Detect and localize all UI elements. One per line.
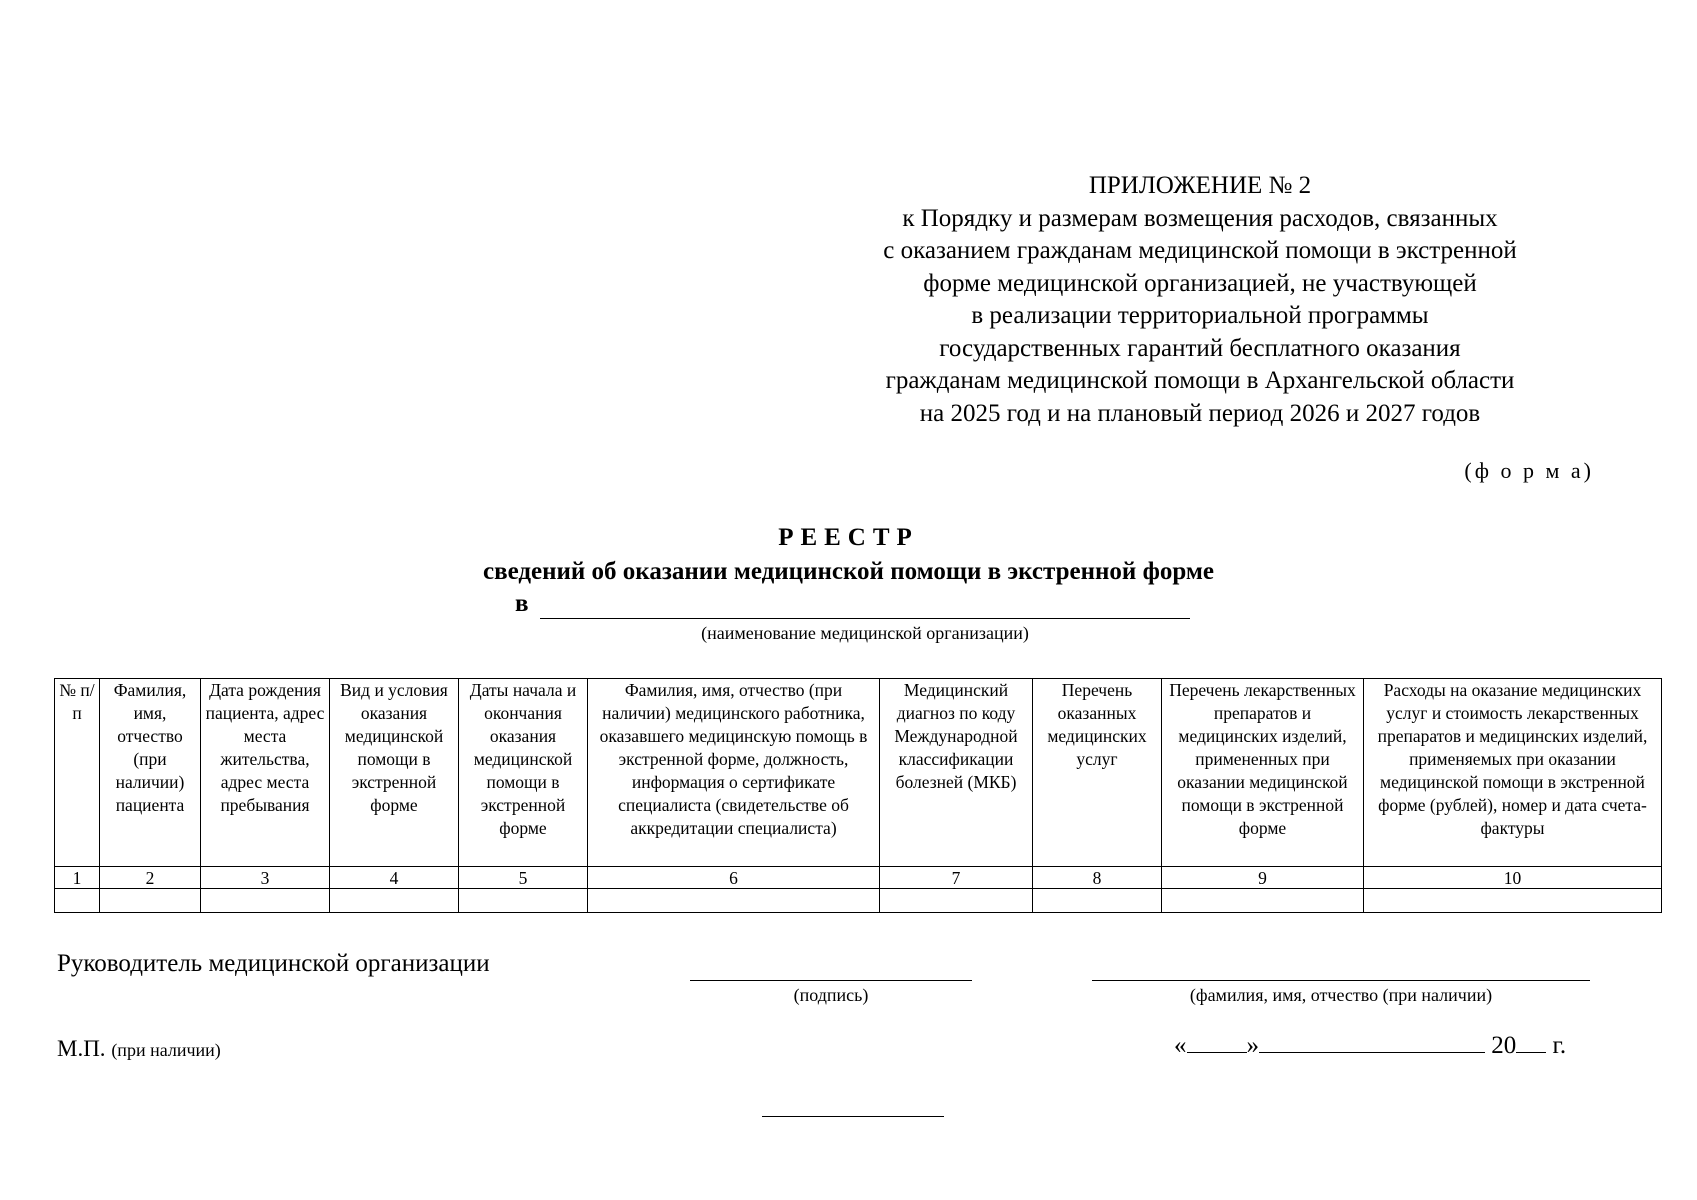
appendix-line: ПРИЛОЖЕНИЕ № 2: [1088, 172, 1312, 199]
appendix-line: в реализации территориальной программы: [971, 302, 1429, 329]
column-number-row: [55, 867, 1662, 889]
column-number: 6: [588, 867, 880, 889]
day-field[interactable]: [1187, 1032, 1247, 1053]
signature-field[interactable]: [690, 980, 972, 981]
column-number: 4: [330, 867, 459, 889]
form-label: (ф о р м а): [1464, 458, 1594, 483]
column-number: 8: [1033, 867, 1162, 889]
table-header-row: [55, 679, 1662, 867]
appendix-line: государственных гарантий бесплатного оказания: [939, 334, 1461, 362]
column-number: 5: [459, 867, 588, 889]
appendix-line: к Порядку и размерам возмещения расходов, связанных: [902, 204, 1498, 232]
org-prefix: в: [515, 590, 529, 617]
stamp-text: М.П.: [57, 1036, 106, 1061]
org-name-field[interactable]: [540, 618, 1190, 619]
column-number: 7: [880, 867, 1033, 889]
column-header: Перечень лекарственных препаратов и медицинских изделий, примененных при оказании медицинской помощи в экстренной форме: [1162, 679, 1364, 867]
column-header: Даты начала и окончания оказания медицинской помощи в экстренной форме: [459, 679, 588, 867]
column-header: Вид и условия оказания медицинской помощи в экстренной форме: [330, 679, 459, 867]
bottom-divider: [762, 1116, 944, 1117]
appendix-line: с оказанием гражданам медицинской помощи в экстренной: [883, 237, 1517, 264]
year-prefix: 20: [1491, 1032, 1517, 1059]
appendix-line: форме медицинской организацией, не участвующей: [923, 269, 1477, 297]
full-name-caption: (фамилия, имя, отчество (при наличии): [1189, 985, 1493, 1005]
column-number: 9: [1162, 867, 1364, 889]
signature-caption: (подпись): [793, 985, 869, 1005]
column-header: Перечень оказанных медицинских услуг: [1033, 679, 1162, 867]
table-cell[interactable]: [1033, 889, 1162, 913]
appendix-header: [820, 170, 1580, 430]
table-row: [55, 889, 1662, 913]
column-number: 10: [1364, 867, 1662, 889]
table-cell[interactable]: [100, 889, 201, 913]
table-cell[interactable]: [880, 889, 1033, 913]
column-number: 3: [201, 867, 330, 889]
registry-subtitle: сведений об оказании медицинской помощи в экстренной форме: [482, 558, 1215, 585]
registry-title: РЕЕСТР: [778, 524, 919, 551]
full-name-field[interactable]: [1092, 980, 1590, 981]
year-suffix: г.: [1552, 1032, 1567, 1059]
table-cell[interactable]: [201, 889, 330, 913]
year-field[interactable]: [1516, 1032, 1546, 1053]
table-cell[interactable]: [1162, 889, 1364, 913]
date-field: [1174, 1032, 1566, 1060]
column-header: Медицинский диагноз по коду Международной классификации болезней (МКБ): [880, 679, 1033, 867]
table-cell[interactable]: [459, 889, 588, 913]
head-label: Руководитель медицинской организации: [57, 950, 490, 977]
column-number: 2: [100, 867, 201, 889]
date-open-quote: «: [1174, 1032, 1187, 1059]
column-header: Фамилия, имя, отчество (при наличии) медицинского работника, оказавшего медицинскую помощь в экстренной форме, должность, информация о сертификате специалиста (свидетельстве об аккредитации специалиста): [588, 679, 880, 867]
table-cell[interactable]: [330, 889, 459, 913]
stamp-label: [57, 1036, 221, 1062]
table-cell[interactable]: [55, 889, 100, 913]
column-header: Расходы на оказание медицинских услуг и стоимость лекарственных препаратов и медицинских изделий, применяемых при оказании медицинской помощи в экстренной форме (рублей), номер и дата счета-фактуры: [1364, 679, 1662, 867]
table-cell[interactable]: [588, 889, 880, 913]
appendix-line: на 2025 год и на плановый период 2026 и 2027 годов: [919, 399, 1481, 427]
appendix-line: гражданам медицинской помощи в Архангельской области: [885, 367, 1515, 394]
stamp-note: (при наличии): [111, 1040, 221, 1060]
table-cell[interactable]: [1364, 889, 1662, 913]
registry-table: [54, 678, 1662, 913]
month-field[interactable]: [1259, 1032, 1485, 1053]
column-header: Фамилия, имя, отчество (при наличии) пациента: [100, 679, 201, 867]
column-header: Дата рождения пациента, адрес места жительства, адрес места пребывания: [201, 679, 330, 867]
org-name-caption: (наименование медицинской организации): [701, 623, 1029, 643]
column-number: 1: [55, 867, 100, 889]
date-close-quote: »: [1246, 1032, 1259, 1059]
column-header: № п/п: [55, 679, 100, 867]
